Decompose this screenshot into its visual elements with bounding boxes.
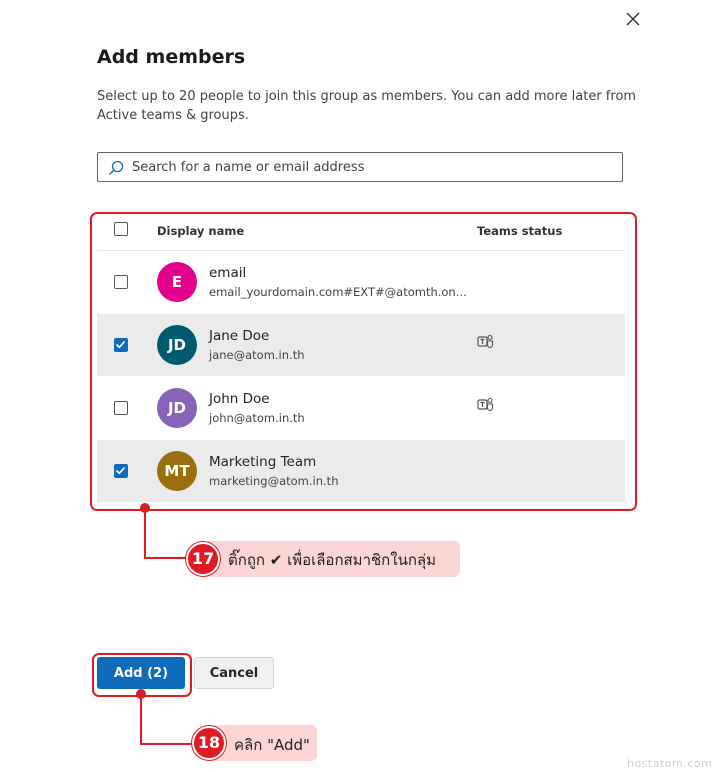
annotation-line-17-v [144, 510, 146, 558]
avatar: JD [157, 388, 197, 428]
annotation-line-18-h [140, 743, 192, 745]
annotation-badge-17: 17 [186, 542, 220, 576]
search-box[interactable] [97, 152, 623, 182]
member-name: Jane Doe [209, 328, 270, 344]
annotation-highlight-list [90, 212, 637, 511]
member-email: email_yourdomain.com#EXT#@atomth.on... [209, 285, 467, 299]
search-icon [108, 160, 124, 176]
annotation-text-18: คลิก "Add" [234, 736, 310, 754]
avatar: MT [157, 451, 197, 491]
watermark: hostatom.com [627, 757, 713, 770]
member-name: Marketing Team [209, 454, 317, 470]
add-button[interactable]: Add (2) [97, 657, 185, 689]
annotation-line-17-h [144, 557, 189, 559]
member-email: marketing@atom.in.th [209, 474, 339, 488]
annotation-callout-17 [198, 541, 460, 577]
member-email: john@atom.in.th [209, 411, 305, 425]
column-display-name: Display name [157, 224, 245, 238]
annotation-badge-18: 18 [192, 726, 226, 760]
dialog-title: Add members [97, 46, 246, 68]
column-teams-status: Teams status [477, 224, 563, 238]
search-input[interactable] [132, 156, 602, 178]
member-name: email [209, 265, 247, 281]
member-name: John Doe [209, 391, 270, 407]
close-icon[interactable] [623, 9, 643, 29]
avatar: JD [157, 325, 197, 365]
cancel-button[interactable]: Cancel [194, 657, 274, 689]
annotation-text-17: ติ๊กถูก ✔ เพื่อเลือกสมาชิกในกลุ่ม [228, 551, 436, 569]
avatar: E [157, 262, 197, 302]
annotation-line-18-v [140, 694, 142, 744]
dialog-description: Select up to 20 people to join this group as members. You can add more later from Active teams & groups. [97, 89, 637, 123]
member-email: jane@atom.in.th [209, 348, 305, 362]
